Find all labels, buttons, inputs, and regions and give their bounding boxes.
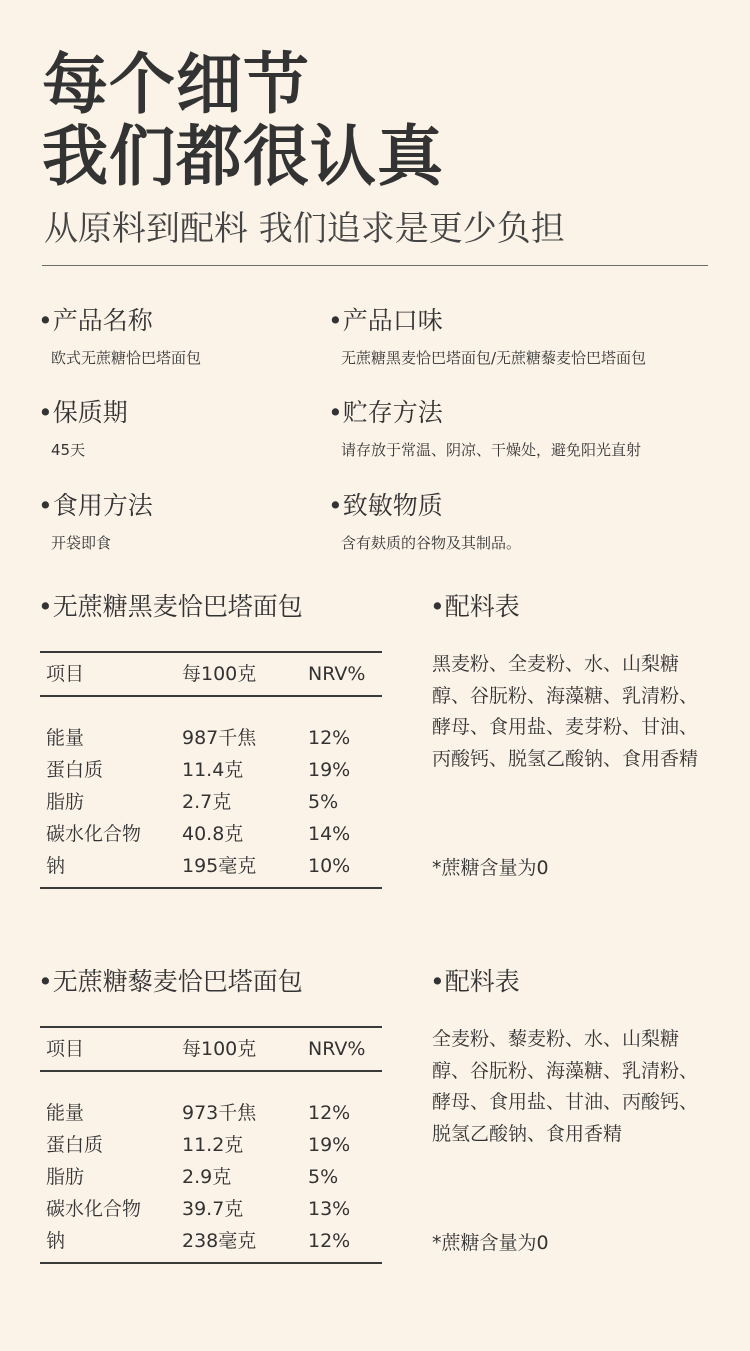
headline-line-1: 每个细节 xyxy=(42,46,310,123)
table-header-per100g: 每100克 xyxy=(182,1038,257,1060)
info-value-usage: 开袋即食 xyxy=(51,534,112,552)
sucrose-note: *蔗糖含量为0 xyxy=(432,857,549,879)
info-label-product-name: •产品名称 xyxy=(38,306,153,335)
ingredients-line: 黑麦粉、全麦粉、水、山梨糖 xyxy=(432,653,680,675)
ingredients-line: 全麦粉、藜麦粉、水、山梨糖 xyxy=(432,1028,680,1050)
table-cell: 5% xyxy=(308,1166,339,1188)
table-header-rule xyxy=(40,695,382,697)
table-cell: 14% xyxy=(308,823,351,845)
table-cell: 能量 xyxy=(46,727,85,749)
table-cell: 19% xyxy=(308,1134,351,1156)
table-cell: 973千焦 xyxy=(182,1102,257,1124)
table-cell: 钠 xyxy=(46,855,66,877)
info-label-flavor: •产品口味 xyxy=(328,306,443,335)
subtitle: 从原料到配料 我们追求是更少负担 xyxy=(44,209,565,249)
table-header-nrv: NRV% xyxy=(308,1038,366,1060)
info-value-flavor: 无蔗糖黑麦恰巴塔面包/无蔗糖藜麦恰巴塔面包 xyxy=(341,349,647,367)
table-cell: 12% xyxy=(308,1102,351,1124)
ingredients-list xyxy=(432,1024,698,1150)
ingredients-line: 丙酸钙、脱氢乙酸钠、食用香精 xyxy=(432,747,699,770)
table-cell: 脂肪 xyxy=(46,791,85,813)
table-top-rule xyxy=(40,1026,382,1028)
table-cell: 238毫克 xyxy=(182,1230,257,1252)
table-cell: 987千焦 xyxy=(182,727,257,749)
table-cell: 19% xyxy=(308,759,351,781)
table-cell: 10% xyxy=(308,855,351,877)
ingredients-list xyxy=(432,649,698,775)
info-value-product-name: 欧式无蔗糖恰巴塔面包 xyxy=(51,349,202,367)
table-cell: 13% xyxy=(308,1198,351,1220)
table-header-nrv: NRV% xyxy=(308,663,366,685)
table-cell: 11.2克 xyxy=(182,1134,244,1156)
header-divider xyxy=(42,265,708,266)
info-label-usage: •食用方法 xyxy=(38,491,153,520)
info-value-allergens: 含有麸质的谷物及其制品。 xyxy=(341,534,522,552)
table-cell: 碳水化合物 xyxy=(46,823,142,845)
table-cell: 195毫克 xyxy=(182,855,257,877)
product-title: •无蔗糖藜麦恰巴塔面包 xyxy=(38,967,303,996)
table-cell: 12% xyxy=(308,1230,351,1252)
ingredients-line: 脱氢乙酸钠、食用香精 xyxy=(432,1122,623,1145)
info-label-allergens: •致敏物质 xyxy=(328,491,443,520)
info-label-storage: •贮存方法 xyxy=(328,398,443,427)
ingredients-line: 酵母、食用盐、甘油、丙酸钙、 xyxy=(432,1091,699,1113)
ingredients-title: •配料表 xyxy=(430,592,520,621)
ingredients-line: 酵母、食用盐、麦芽粉、甘油、 xyxy=(432,716,699,738)
table-bottom-rule xyxy=(40,1262,382,1264)
table-cell: 2.9克 xyxy=(182,1166,232,1188)
table-cell: 11.4克 xyxy=(182,759,244,781)
table-cell: 2.7克 xyxy=(182,791,232,813)
info-value-storage: 请存放于常温、阴凉、干燥处，避免阳光直射 xyxy=(341,441,642,459)
table-cell: 5% xyxy=(308,791,339,813)
table-header-item: 项目 xyxy=(46,1038,85,1060)
table-cell: 蛋白质 xyxy=(46,759,104,781)
sucrose-note: *蔗糖含量为0 xyxy=(432,1232,549,1254)
product-title: •无蔗糖黑麦恰巴塔面包 xyxy=(38,592,303,621)
table-cell: 12% xyxy=(308,727,351,749)
ingredients-line: 醇、谷朊粉、海藻糖、乳清粉、 xyxy=(432,1059,699,1082)
table-cell: 蛋白质 xyxy=(46,1134,104,1156)
table-cell: 40.8克 xyxy=(182,823,244,845)
table-header-item: 项目 xyxy=(46,663,85,685)
table-cell: 能量 xyxy=(46,1102,85,1124)
table-header-rule xyxy=(40,1070,382,1072)
info-label-shelf-life: •保质期 xyxy=(38,398,128,427)
info-value-shelf-life: 45天 xyxy=(51,441,86,459)
table-cell: 钠 xyxy=(46,1230,66,1252)
table-header-per100g: 每100克 xyxy=(182,663,257,685)
table-cell: 脂肪 xyxy=(46,1166,85,1188)
table-cell: 39.7克 xyxy=(182,1198,244,1220)
ingredients-title: •配料表 xyxy=(430,967,520,996)
headline-line-2: 我们都很认真 xyxy=(42,118,444,195)
table-cell: 碳水化合物 xyxy=(46,1198,142,1220)
ingredients-line: 醇、谷朊粉、海藻糖、乳清粉、 xyxy=(432,684,699,707)
table-bottom-rule xyxy=(40,887,382,889)
table-top-rule xyxy=(40,651,382,653)
